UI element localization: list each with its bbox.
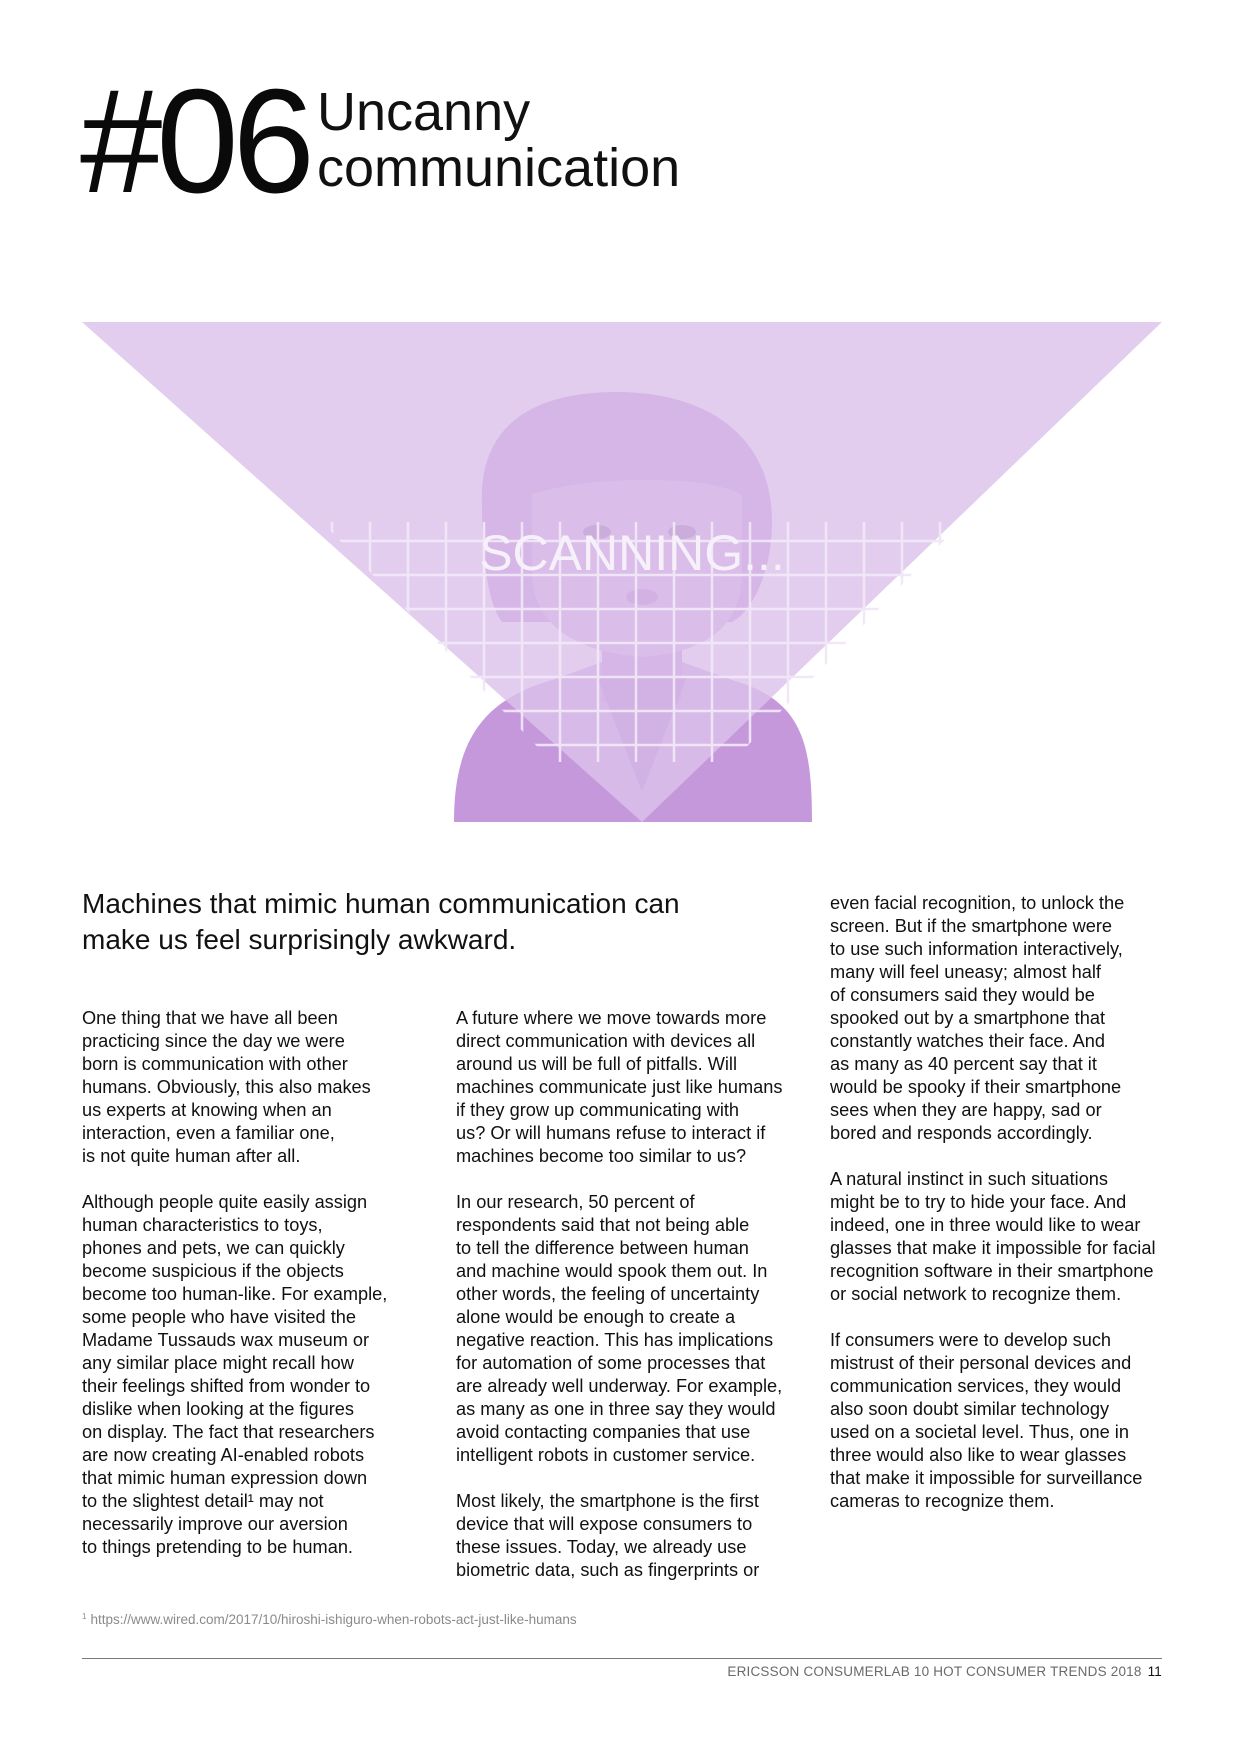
page-title-line-1: Uncanny	[317, 82, 531, 142]
paragraph: Although people quite easily assign human characteristics to toys, phones and pets, we can quickly become suspicious if the objects become too human-like. For example, some people who have visited the Madame Tussauds wax museum or any similar place might recall how their feelings shifted from wonder to dislike when looking at the figures on display. The fact that researchers are now creating AI-enabled robots that mimic human expression down to the slightest detail¹ may not necessarily improve our aversion to things pretending to be human.	[82, 1192, 388, 1557]
lead-paragraph: Machines that mimic human communication can make us feel surprisingly awkward.	[82, 888, 680, 955]
paragraph: A future where we move towards more direct communication with devices all around us will be full of pitfalls. Will machines communicate just like humans if they grow up communicating with us? Or will humans refuse to interact if machines become too similar to us?	[456, 1008, 783, 1166]
paragraph: If consumers were to develop such mistrust of their personal devices and communication services, they would also soon doubt similar technology used on a societal level. Thus, one in three would also like to wear glasses that make it impossible for surveillance cameras to recognize them.	[830, 1330, 1143, 1511]
paragraph: A natural instinct in such situations might be to try to hide your face. And indeed, one in three would like to wear glasses that make it impossible for facial recognition software in their smartphone or social network to recognize them.	[830, 1169, 1156, 1304]
page-number: 11	[1147, 1664, 1162, 1679]
paragraph: One thing that we have all been practicing since the day we were born is communication with other humans. Obviously, this also makes us experts at knowing when an interaction, even a familiar one, is not quite human after all.	[82, 1008, 371, 1166]
scanning-illustration	[82, 322, 1162, 822]
footnote-marker: 1	[82, 1612, 87, 1621]
page-title	[317, 84, 680, 196]
footer-publication: ERICSSON CONSUMERLAB 10 HOT CONSUMER TRENDS 2018	[727, 1664, 1142, 1679]
page-footer	[727, 1664, 1162, 1679]
footnote	[82, 1612, 577, 1627]
scanning-label: SCANNING...	[479, 525, 785, 581]
face-scan-graphic	[82, 322, 1162, 822]
paragraph: even facial recognition, to unlock the screen. But if the smartphone were to use such information interactively, many will feel uneasy; almost half of consumers said they would be spooked out by a smartphone that constantly watches their face. And as many as 40 percent say that it would be spooky if their smartphone sees when they are happy, sad or bored and responds accordingly.	[830, 893, 1125, 1143]
text-column-2	[456, 1007, 796, 1605]
text-column-1	[82, 1007, 422, 1582]
text-column-3	[830, 892, 1170, 1536]
page-title-line-2: communication	[317, 138, 681, 198]
paragraph: Most likely, the smartphone is the first device that will expose consumers to these issues. Today, we already use biometric data, such as fingerprints or	[456, 1491, 760, 1580]
footer-divider	[82, 1658, 1162, 1659]
footnote-link[interactable]: https://www.wired.com/2017/10/hiroshi-ishiguro-when-robots-act-just-like-humans	[90, 1612, 577, 1627]
trend-number: #06	[80, 59, 309, 224]
paragraph: In our research, 50 percent of respondents said that not being able to tell the difference between human and machine would spook them out. In other words, the feeling of uncertainty alone would be enough to create a negative reaction. This has implications for automation of some processes that are already well underway. For example, as many as one in three say they would avoid contacting companies that use intelligent robots in customer service.	[456, 1192, 783, 1465]
